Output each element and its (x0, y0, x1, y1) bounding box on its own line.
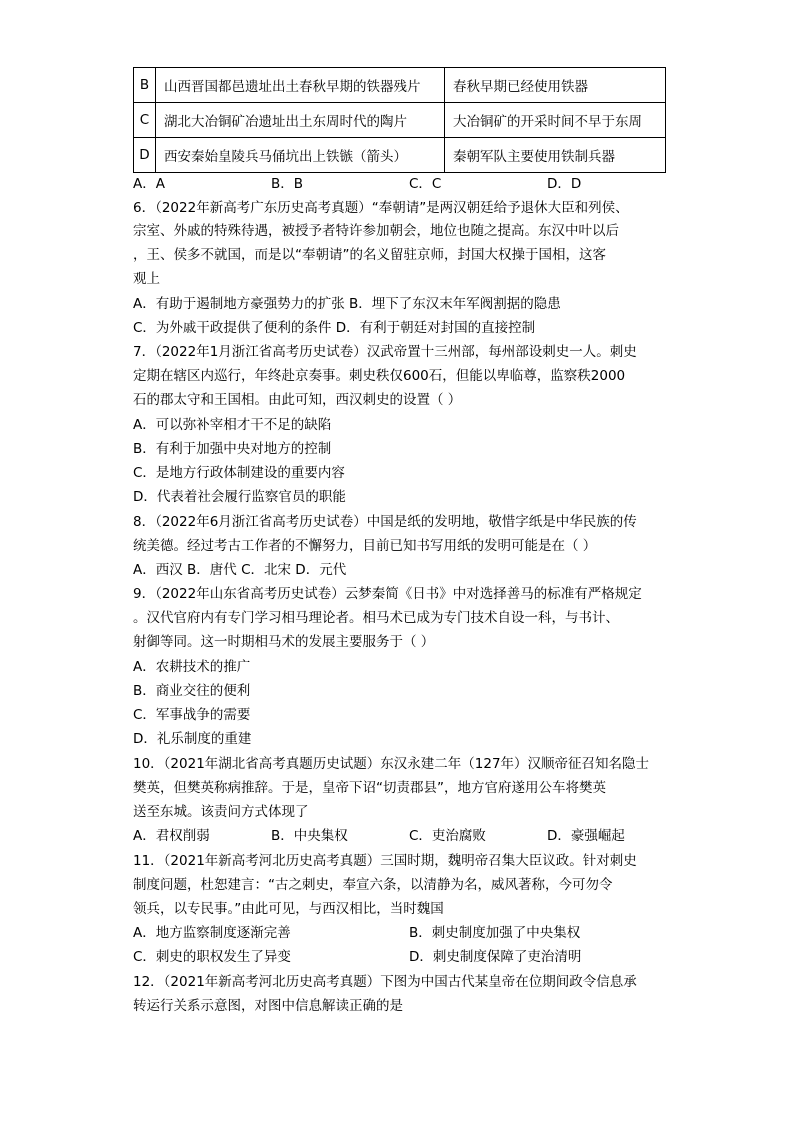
row-material: 湖北大冶铜矿冶遗址出土东周时代的陶片 (156, 103, 445, 138)
q9-stem-line: 。汉代官府内有专门学习相马理论者。相马术已成为专门技术自设一科，与书计、 (133, 610, 619, 626)
q7-stem-line: 7．（2022年1月浙江省高考历史试卷）汉武帝置十三州部，每州部设刺史一人。刺史 (133, 344, 637, 360)
q6-stem-line: ，王、侯多不就国，而是以“奉朝请”的名义留驻京师，封国大权操于国相，这客 (133, 247, 606, 263)
row-key: D (134, 138, 156, 173)
option-a: A．君权削弱 (133, 828, 210, 844)
q7-option: A．可以弥补宰相才干不足的缺陷 (133, 417, 332, 433)
row-conclusion: 春秋早期已经使用铁器 (445, 68, 666, 103)
q11-stem-line: 11．（2021年新高考河北历史高考真题）三国时期，魏明帝召集大臣议政。针对刺史 (133, 853, 637, 869)
q8-stem-line: 统美德。经过考古工作者的不懈努力，目前已知书写用纸的发明可能是在（ ） (133, 538, 597, 554)
q8-stem-line: 8．（2022年6月浙江省高考历史试卷）中国是纸的发明地，敬惜字纸是中华民族的传 (133, 514, 637, 530)
q7-stem-line: 石的郡太守和王国相。由此可知，西汉刺史的设置（ ） (133, 392, 462, 408)
q11-stem-line: 制度问题，杜恕建言：“古之刺史，奉宣六条，以清静为名，威风著称，今可勿令 (133, 877, 613, 893)
q7-stem-line: 定期在辖区内巡行，年终赴京奏事。刺史秩仅600石，但能以卑临尊，监察秩2000 (133, 368, 626, 384)
q6-stem-line: 观上 (133, 271, 160, 287)
option-c: C．C (409, 176, 442, 192)
q10-stem-line: 樊英，但樊英称病推辞。于是，皇帝下诏“切责郡县”，地方官府遂用公车将樊英 (133, 780, 606, 796)
q7-option: C．是地方行政体制建设的重要内容 (133, 465, 345, 481)
q9-stem-line: 射御等同。这一时期相马术的发展主要服务于（ ） (133, 634, 435, 650)
options-table (133, 67, 666, 173)
option-b: B．中央集权 (271, 828, 348, 844)
q7-option: D．代表着社会履行监察官员的职能 (133, 489, 346, 505)
q11-stem-line: 领兵，以专民事。”由此可见，与西汉相比，当时魏国 (133, 901, 444, 917)
row-key: C (134, 103, 156, 138)
row-conclusion: 大冶铜矿的开采时间不早于东周 (445, 103, 666, 138)
q7-option: B．有利于加强中央对地方的控制 (133, 441, 332, 457)
q10-stem-line: 10．（2021年湖北省高考真题历史试题）东汉永建二年（127年）汉顺帝征召知名隐士 (133, 756, 650, 772)
table-row (134, 103, 666, 138)
q9-option: C．军事战争的需要 (133, 707, 251, 723)
q6-options-line: A．有助于遏制地方豪强势力的扩张 B．埋下了东汉末年军阀割据的隐患 (133, 296, 561, 312)
table-row (134, 68, 666, 103)
q6-stem-line: 宗室、外戚的特殊待遇，被授予者特许参加朝会，地位也随之提高。东汉中叶以后 (133, 223, 619, 239)
option-c: C．吏治腐败 (409, 828, 486, 844)
row-conclusion: 秦朝军队主要使用铁制兵器 (445, 138, 666, 173)
option-d: D．D (547, 176, 582, 192)
option-b: B．刺史制度加强了中央集权 (409, 925, 581, 941)
q9-option: B．商业交往的便利 (133, 683, 251, 699)
q6-stem-line: 6．（2022年新高考广东历史高考真题）“奉朝请”是两汉朝廷给予退休大臣和列侯、 (133, 200, 629, 216)
row-material: 西安秦始皇陵兵马俑坑出上铁镞（箭头） (156, 138, 445, 173)
row-key: B (134, 68, 156, 103)
q8-options-line: A．西汉 B．唐代 C．北宋 D．元代 (133, 562, 347, 578)
option-d: D．豪强崛起 (547, 828, 625, 844)
row-material: 山西晋国都邑遗址出土春秋早期的铁器残片 (156, 68, 445, 103)
q9-option: A．农耕技术的推广 (133, 659, 251, 675)
q9-stem-line: 9．（2022年山东省高考历史试卷）云梦秦简《日书》中对选择善马的标准有严格规定 (133, 586, 642, 602)
q12-stem-line: 12．（2021年新高考河北历史高考真题）下图为中国古代某皇帝在位期间政令信息承 (133, 974, 637, 990)
option-c: C．刺史的职权发生了异变 (133, 949, 291, 965)
q10-stem-line: 送至东城。该责问方式体现了 (133, 804, 309, 820)
q12-stem-line: 转运行关系示意图，对图中信息解读正确的是 (133, 998, 403, 1014)
q9-option: D．礼乐制度的重建 (133, 731, 252, 747)
table-row (134, 138, 666, 173)
option-a: A．A (133, 176, 165, 192)
option-b: B．B (271, 176, 304, 192)
option-d: D．刺史制度保障了吏治清明 (409, 949, 582, 965)
option-a: A．地方监察制度逐渐完善 (133, 925, 291, 941)
q6-options-line: C．为外戚干政提供了便利的条件 D．有利于朝廷对封国的直接控制 (133, 320, 536, 336)
